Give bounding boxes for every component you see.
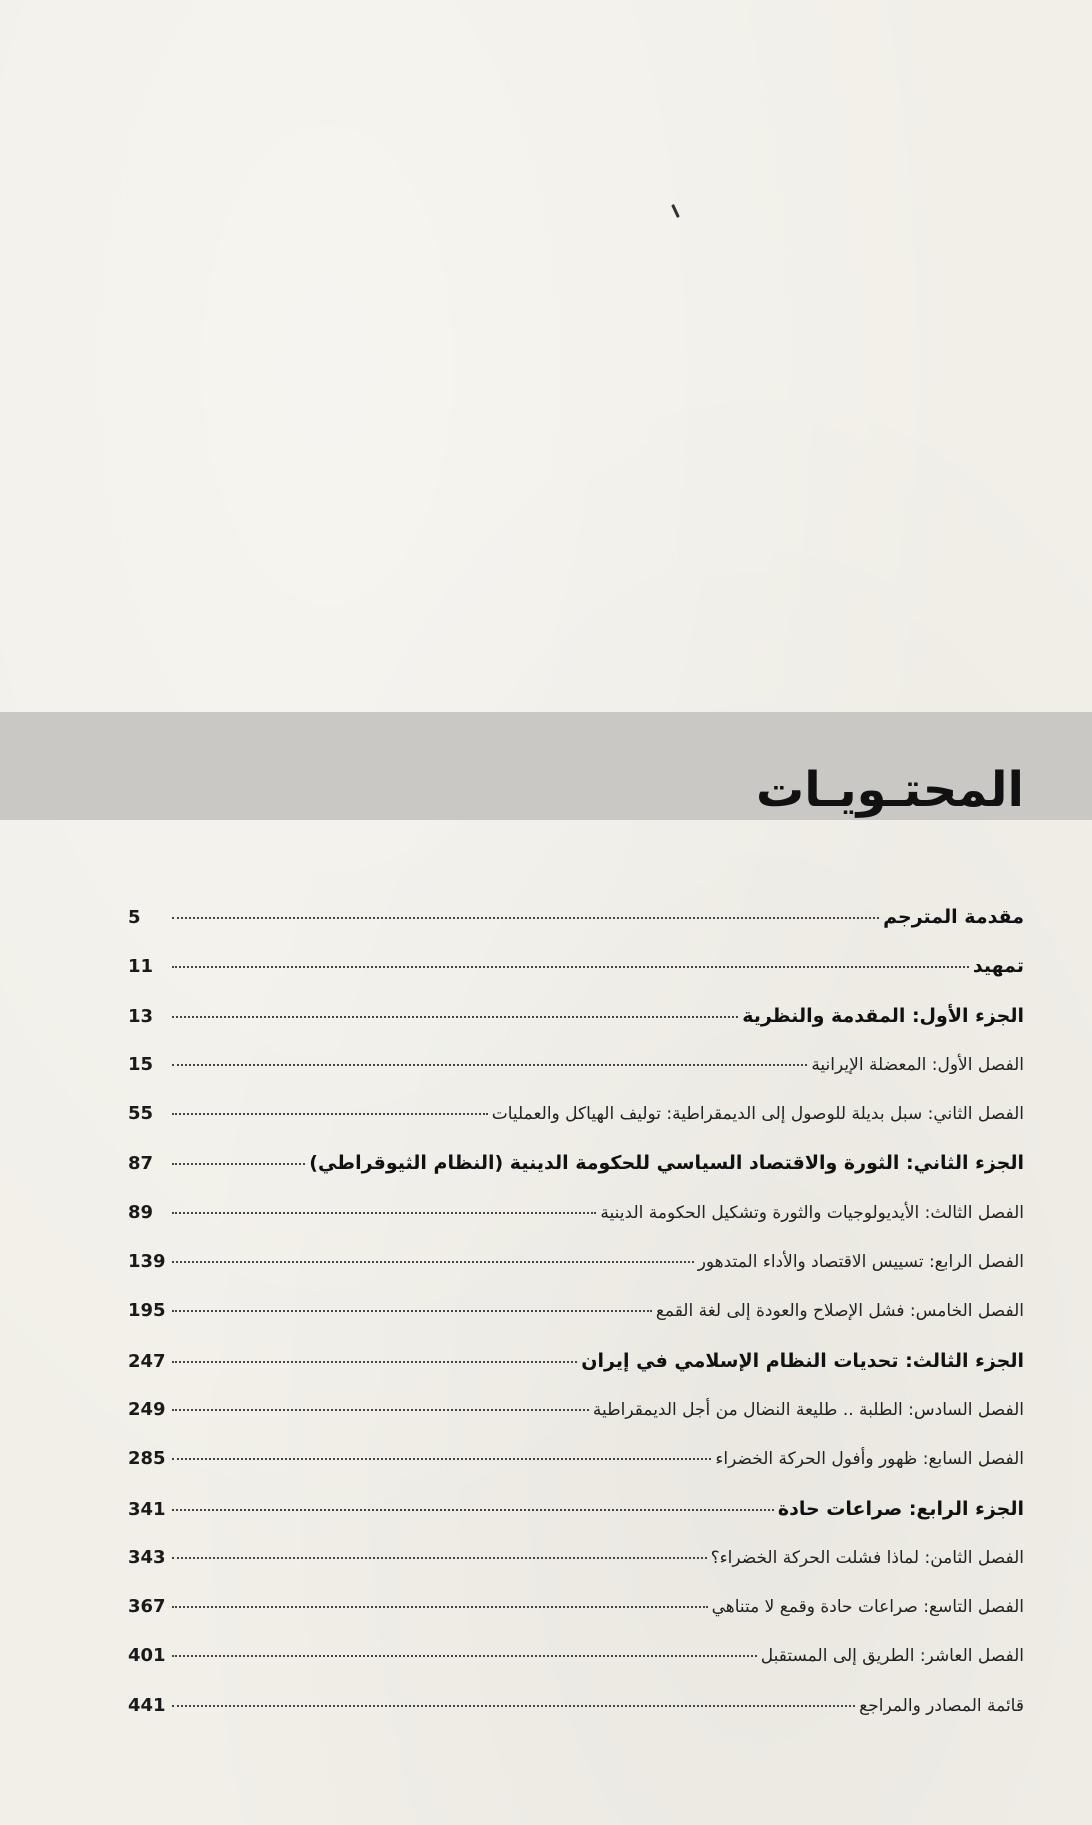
toc-entry-page-number: 139 [128, 1251, 166, 1273]
toc-entry-page-number: 89 [128, 1201, 154, 1223]
toc-entry-title: الجزء الثاني: الثورة والاقتصاد السياسي للحكومة الدينية (النظام الثيوقراطي) [309, 1152, 1024, 1175]
toc-entry-title: مقدمة المترجم [883, 906, 1024, 928]
toc-entry [128, 1054, 1024, 1103]
toc-entry [128, 1596, 1024, 1645]
toc-entry-title: الفصل الرابع: تسييس الاقتصاد والأداء المتدهور [697, 1252, 1024, 1273]
toc-entry-page-number: 87 [128, 1153, 154, 1175]
dot-leader [172, 1458, 711, 1460]
dot-leader [172, 1557, 707, 1559]
toc-entry [128, 906, 1024, 955]
toc-entry-page-number: 195 [128, 1300, 166, 1322]
dot-leader [172, 1113, 488, 1115]
toc-entry-page-number: 5 [128, 907, 141, 928]
toc-entry [128, 1695, 1024, 1744]
toc-entry-title: الفصل الثالث: الأيديولوجيات والثورة وتشكيل الحكومة الدينية [600, 1202, 1024, 1223]
toc-entry-title: الفصل الخامس: فشل الإصلاح والعودة إلى لغة القمع [655, 1301, 1024, 1322]
dot-leader [172, 1016, 738, 1018]
dot-leader [172, 1212, 596, 1214]
toc-entry [128, 1350, 1024, 1399]
toc-entry-page-number: 343 [128, 1546, 166, 1568]
toc-entry-page-number: 15 [128, 1053, 154, 1075]
toc-entry-title: تمهيد [972, 955, 1024, 978]
toc-entry-title: قائمة المصادر والمراجع [859, 1695, 1024, 1716]
toc-entry [128, 1300, 1024, 1349]
toc-entry [128, 1005, 1024, 1054]
toc-entry-page-number: 11 [128, 956, 154, 978]
toc-entry [128, 1152, 1024, 1201]
toc-entry-title: الفصل العاشر: الطريق إلى المستقبل [760, 1646, 1024, 1667]
ink-mark [671, 204, 680, 218]
toc-entry-title: الفصل الثاني: سبل بديلة للوصول إلى الديمقراطية: توليف الهياكل والعمليات [491, 1104, 1024, 1125]
toc-entry-page-number: 13 [128, 1005, 154, 1027]
dot-leader [172, 1509, 774, 1511]
toc-entry-page-number: 247 [128, 1350, 166, 1372]
toc-entry-page-number: 367 [128, 1596, 166, 1618]
toc-entry-title: الفصل الأول: المعضلة الإيرانية [811, 1054, 1024, 1075]
dot-leader [172, 1705, 855, 1707]
table-of-contents [128, 906, 1024, 1744]
toc-entry-title: الجزء الأول: المقدمة والنظرية [742, 1004, 1024, 1027]
toc-entry [128, 1251, 1024, 1300]
dot-leader [172, 1361, 577, 1363]
toc-entry-page-number: 441 [128, 1694, 166, 1716]
toc-entry [128, 1645, 1024, 1694]
dot-leader [172, 1163, 305, 1165]
toc-entry-title: الجزء الرابع: صراعات حادة [777, 1497, 1024, 1520]
dot-leader [172, 1261, 694, 1263]
toc-entry-title: الفصل الثامن: لماذا فشلت الحركة الخضراء؟ [710, 1547, 1024, 1568]
dot-leader [172, 966, 969, 968]
toc-entry [128, 1448, 1024, 1497]
toc-entry [128, 1399, 1024, 1448]
toc-entry-title: الفصل التاسع: صراعات حادة وقمع لا متناهي [711, 1597, 1024, 1618]
toc-entry-page-number: 55 [128, 1103, 154, 1125]
toc-entry-page-number: 401 [128, 1645, 166, 1667]
toc-entry [128, 1202, 1024, 1251]
dot-leader [172, 1655, 757, 1657]
toc-entry-page-number: 341 [128, 1498, 166, 1520]
dot-leader [172, 1409, 589, 1411]
toc-entry-title: الفصل السادس: الطلبة .. طليعة النضال من أجل الديمقراطية [592, 1399, 1024, 1420]
toc-entry [128, 1547, 1024, 1596]
toc-entry-page-number: 285 [128, 1448, 166, 1470]
dot-leader [172, 1064, 807, 1066]
toc-entry-title: الجزء الثالث: تحديات النظام الإسلامي في إيران [581, 1349, 1024, 1372]
toc-entry-title: الفصل السابع: ظهور وأفول الحركة الخضراء [715, 1449, 1024, 1470]
dot-leader [172, 1310, 652, 1312]
toc-entry [128, 1103, 1024, 1152]
toc-entry [128, 1498, 1024, 1547]
dot-leader [172, 917, 879, 919]
dot-leader [172, 1606, 708, 1608]
page-title: المحتـويـات [755, 762, 1024, 819]
toc-entry [128, 955, 1024, 1004]
toc-entry-page-number: 249 [128, 1398, 166, 1420]
